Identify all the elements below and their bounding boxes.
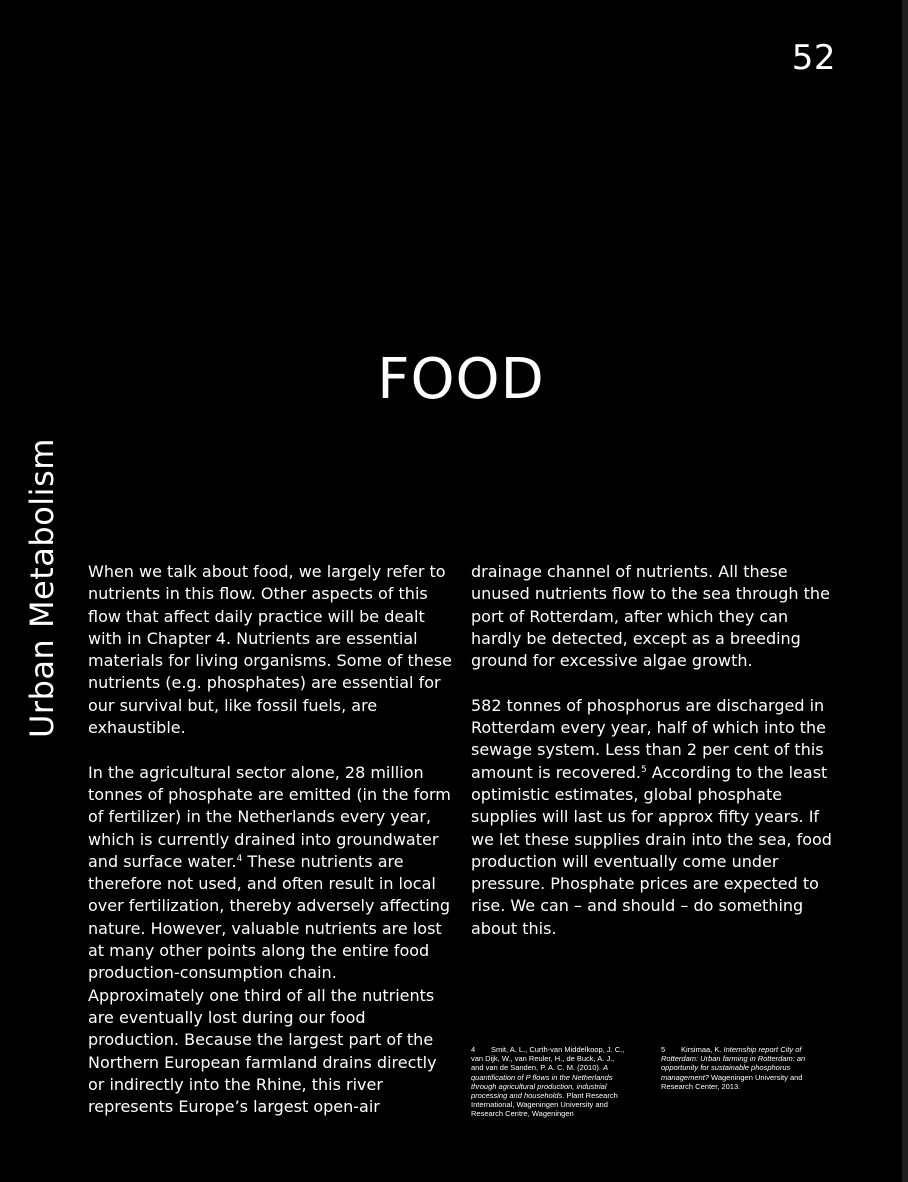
text-line: optimistic estimates, global phosphate: [471, 784, 783, 804]
text-line: which is currently drained into groundwater: [88, 829, 439, 849]
paragraph: [88, 762, 460, 1119]
running-title: Urban Metabolism: [23, 438, 61, 738]
text-line: with in Chapter 4. Nutrients are essential: [88, 628, 418, 648]
text-line: or indirectly into the Rhine, this river: [88, 1074, 383, 1094]
footnote-text: Kirsimaa, K.: [681, 1045, 724, 1054]
page-edge: [902, 0, 908, 1182]
footnote-4: [471, 1045, 651, 1119]
text-line: Approximately one third of all the nutrients: [88, 985, 435, 1005]
footnote-line: [661, 1045, 836, 1054]
text-line: exhaustible.: [88, 718, 186, 738]
footnote-line: [471, 1091, 651, 1100]
footnote-ref-4: 4: [236, 853, 243, 864]
text-line: In the agricultural sector alone, 28 million: [88, 762, 424, 782]
footnote-line: van Dijk, W., van Reuler, H., de Buck, A. J.,: [471, 1054, 615, 1064]
text-line: production-consumption chain.: [88, 963, 337, 983]
text-line: Rotterdam every year, half of which into the: [471, 718, 826, 738]
text-line: supplies will last us for approx fifty years. If: [471, 807, 820, 827]
text-segment: These nutrients are: [242, 851, 404, 871]
paragraph: [88, 561, 460, 739]
footnote-line: [471, 1063, 651, 1072]
text-line: When we talk about food, we largely refer to: [88, 562, 446, 581]
page-number: 52: [791, 38, 836, 78]
text-line: nutrients in this flow. Other aspects of this: [88, 584, 428, 604]
text-line: drainage channel of nutrients. All these: [471, 562, 788, 581]
text-line: nature. However, valuable nutrients are lost: [88, 918, 442, 938]
text-line: represents Europe’s largest open-air: [88, 1097, 380, 1117]
text-line: production. Because the largest part of the: [88, 1030, 434, 1050]
text-line: about this.: [471, 918, 557, 938]
footnote-line: [471, 1045, 651, 1054]
text-line: tonnes of phosphate are emitted (in the form: [88, 784, 451, 804]
text-line: [88, 851, 460, 873]
footnote-text: Wageningen University and: [708, 1072, 803, 1082]
footnote-line: Research Centre, Wageningen: [471, 1109, 574, 1119]
footnote-title-line: through agricultural production, industrial: [471, 1081, 607, 1091]
text-line: over fertilization, thereby adversely affecting: [88, 896, 451, 916]
text-line: hardly be detected, except as a breeding: [471, 628, 801, 648]
text-line: materials for living organisms. Some of these: [88, 651, 452, 671]
footnote-title-line: Rotterdam: Urban farming in Rotterdam: an: [661, 1054, 806, 1064]
footnote-line: [661, 1073, 836, 1082]
text-line: sewage system. Less than 2 per cent of this: [471, 740, 824, 760]
footnote-text: and van de Sanden, P. A. C. M. (2010).: [471, 1063, 604, 1073]
text-line: our survival but, like fossil fuels, are: [88, 695, 378, 715]
footnote-title: processing and households: [471, 1091, 563, 1101]
footnote-5: [661, 1045, 836, 1091]
footnote-title: A: [603, 1063, 609, 1073]
footnote-title: Internship report City of: [723, 1045, 802, 1054]
footnote-text: Smit, A. L., Curth-van Middelkoop, J. C.,: [491, 1045, 625, 1054]
chapter-title: FOOD: [377, 347, 545, 412]
footnote-title-line: opportunity for sustainable phosphorus: [661, 1063, 791, 1073]
text-line: [471, 762, 843, 784]
footnote-line: International, Wageningen University and: [471, 1100, 608, 1110]
footnote-title-line: quantification of P flows in the Netherlands: [471, 1072, 613, 1082]
text-line: ground for excessive algae growth.: [471, 651, 753, 671]
footnote-number: 4: [471, 1045, 476, 1054]
text-line: are eventually lost during our food: [88, 1007, 366, 1027]
text-line: we let these supplies drain into the sea, food: [471, 829, 832, 849]
text-line: at many other points along the entire food: [88, 941, 430, 961]
text-line: port of Rotterdam, after which they can: [471, 606, 789, 626]
text-line: nutrients (e.g. phosphates) are essential for: [88, 673, 441, 693]
footnote-title: management?: [661, 1072, 709, 1082]
text-segment: According to the least: [646, 762, 828, 782]
paragraph: [471, 561, 843, 672]
text-line: unused nutrients flow to the sea through the: [471, 584, 830, 604]
text-line: rise. We can – and should – do something: [471, 896, 804, 916]
text-line: flow that affect daily practice will be dealt: [88, 606, 425, 626]
text-line: pressure. Phosphate prices are expected to: [471, 874, 819, 894]
footnote-ref-5: 5: [640, 764, 647, 775]
body-column-right: [471, 561, 843, 940]
text-line: of fertilizer) in the Netherlands every year,: [88, 807, 432, 827]
footnote-line: Research Center, 2013.: [661, 1081, 741, 1091]
paragraph: [471, 695, 843, 940]
text-segment: and surface water.: [88, 851, 237, 871]
text-line: Northern European farmland drains directly: [88, 1052, 437, 1072]
text-segment: amount is recovered.: [471, 762, 641, 782]
body-column-left: [88, 561, 460, 1118]
footnote-text: . Plant Research: [562, 1091, 618, 1101]
text-line: production will eventually come under: [471, 851, 779, 871]
text-line: 582 tonnes of phosphorus are discharged in: [471, 695, 825, 715]
footnote-number: 5: [661, 1045, 666, 1054]
text-line: therefore not used, and often result in local: [88, 874, 436, 894]
